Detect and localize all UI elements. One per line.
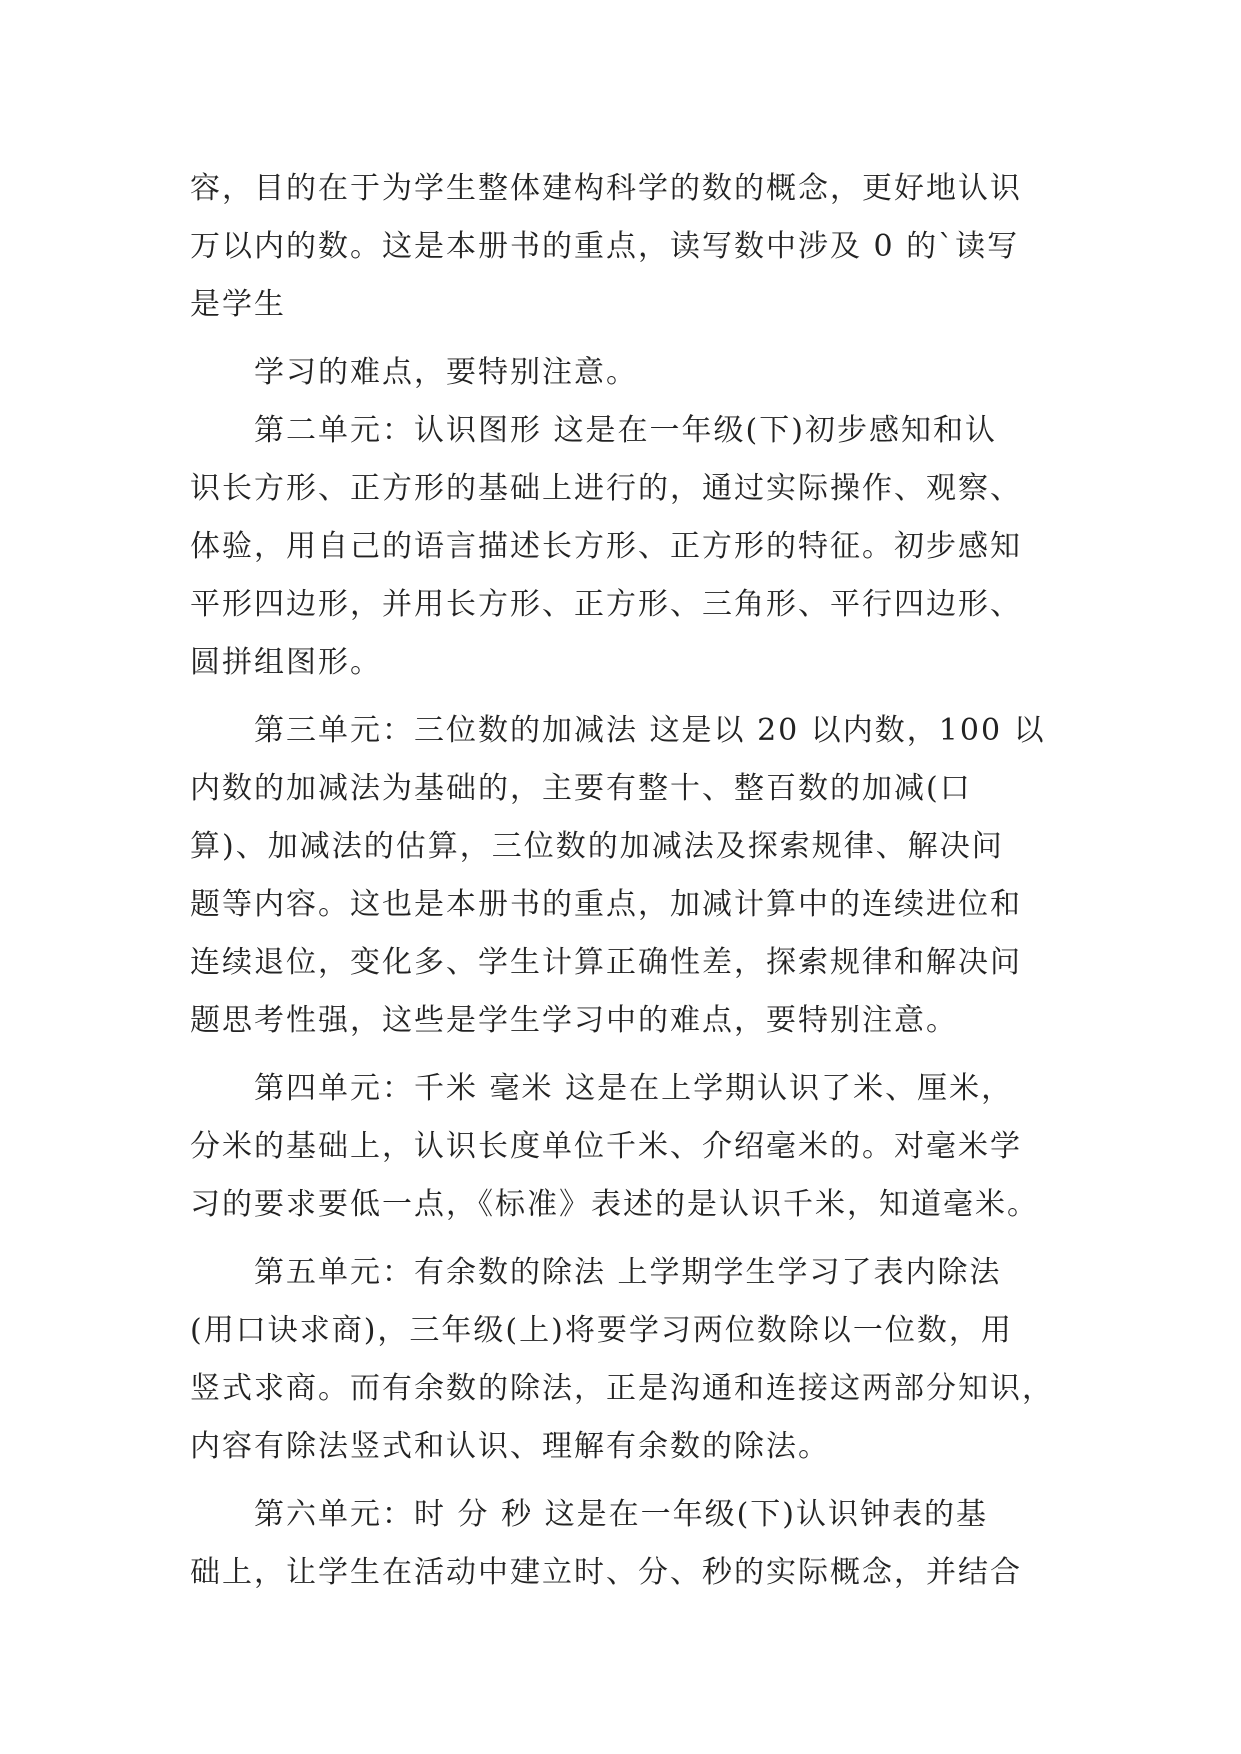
text-line: 第二单元：认识图形 这是在一年级(下)初步感知和认 (254, 413, 997, 448)
text-line: 第四单元：千米 毫米 这是在上学期认识了米、厘米， (254, 1071, 1014, 1106)
text-line: 分米的基础上，认识长度单位千米、介绍毫米的。对毫米学 (190, 1129, 1022, 1164)
text-line: 第五单元：有余数的除法 上学期学生学习了表内除法 (254, 1255, 1002, 1290)
text-line: 连续退位，变化多、学生计算正确性差，探索规律和解决问 (190, 945, 1022, 980)
text-line: 础上，让学生在活动中建立时、分、秒的实际概念，并结合 (190, 1555, 1022, 1590)
text-line: 内容有除法竖式和认识、理解有余数的除法。 (190, 1429, 830, 1464)
text-line: 第三单元：三位数的加减法 这是以 20 以内数，100 以 (254, 713, 1046, 748)
text-line: 圆拼组图形。 (190, 645, 382, 680)
text-line: 体验，用自己的语言描述长方形、正方形的特征。初步感知 (190, 529, 1022, 564)
text-line: 题等内容。这也是本册书的重点，加减计算中的连续进位和 (190, 887, 1022, 922)
text-line: 习的要求要低一点，《标准》表述的是认识千米，知道毫米。 (190, 1187, 1039, 1222)
document-body-text (190, 160, 1070, 1602)
text-line: 题思考性强，这些是学生学习中的难点，要特别注意。 (190, 1003, 958, 1038)
text-line: 学习的难点，要特别注意。 (254, 355, 638, 390)
text-line: 识长方形、正方形的基础上进行的，通过实际操作、观察、 (190, 471, 1022, 506)
text-line: (用口诀求商)，三年级(上)将要学习两位数除以一位数，用 (190, 1313, 1013, 1348)
text-line: 是学生 (190, 287, 286, 322)
text-line: 容，目的在于为学生整体建构科学的数的概念，更好地认识 (190, 171, 1022, 206)
text-line: 平形四边形，并用长方形、正方形、三角形、平行四边形、 (190, 587, 1022, 622)
text-line: 内数的加减法为基础的，主要有整十、整百数的加减(口 (190, 771, 972, 806)
text-line: 算)、加减法的估算，三位数的加减法及探索规律、解决问 (190, 829, 1004, 864)
text-line: 竖式求商。而有余数的除法，正是沟通和连接这两部分知识， (190, 1371, 1054, 1406)
text-line: 第六单元：时 分 秒 这是在一年级(下)认识钟表的基 (254, 1497, 989, 1532)
text-line: 万以内的数。这是本册书的重点，读写数中涉及 0 的`读写 (190, 229, 1020, 264)
